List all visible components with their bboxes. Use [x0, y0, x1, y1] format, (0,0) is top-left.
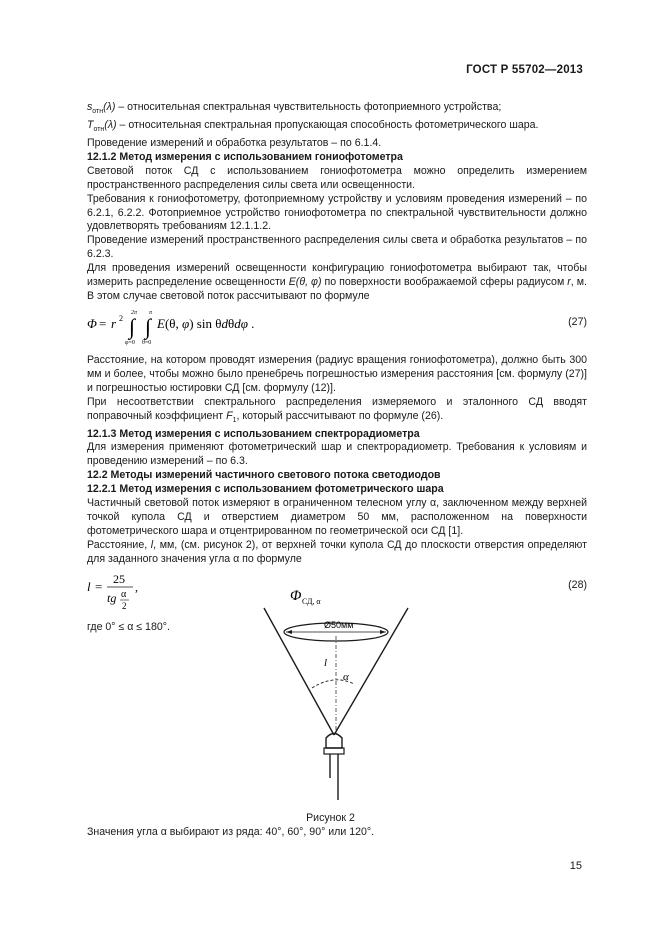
diameter-arrow-right: [380, 630, 386, 634]
heading-12-2: 12.2 Методы измерений частичного светового потока светодиодов: [87, 469, 441, 482]
led-dome: [326, 734, 342, 749]
paragraph-distance-l: [87, 539, 587, 567]
svg-text:2π: 2π: [131, 309, 138, 316]
heading-12-1-2: 12.1.2 Метод измерения с использованием гониофотометра: [87, 150, 403, 163]
paragraph-s-text: – относительная спектральная чувствительность фотоприемного устройства;: [118, 101, 502, 113]
svg-text:=: =: [99, 315, 107, 331]
figure-2-drawing: [250, 588, 420, 810]
svg-text:r: r: [111, 315, 117, 331]
svg-text:∫: ∫: [129, 313, 136, 339]
svg-text:,: ,: [135, 579, 138, 594]
svg-text:θ=0: θ=0: [142, 339, 152, 346]
text-part: , который рассчитывают по формуле (26).: [236, 409, 444, 422]
paragraph-illuminance: [87, 262, 587, 304]
angle-label: α: [343, 671, 349, 683]
paragraph-goniophotometer-intro: Световой поток СД с использованием гониофотометра можно определить измерением пространственного распределения силы света или освещенности.: [87, 164, 587, 191]
svg-text:2: 2: [122, 600, 127, 611]
svg-text:2: 2: [119, 313, 123, 323]
page-number: 15: [569, 860, 582, 872]
text-part: Расстояние,: [87, 538, 148, 551]
paragraph-spectroradiometer: Для измерения применяют фотометрический шар и спектрорадиометр. Требования к условиям и проведению измерений – по 6.3.: [87, 441, 587, 468]
text-part: При несоответствии спектрального распределения измеряемого и эталонного СД вводят поправочный коэффициент: [87, 395, 587, 422]
svg-text:∫: ∫: [145, 313, 152, 339]
svg-text:=: =: [95, 578, 103, 594]
figure-caption: Рисунок 2: [306, 812, 355, 824]
text-part: Для проведения измерений освещенности конфигурацию гониофотометра выбирают так, чтобы измерить распределение освещенности: [87, 262, 587, 289]
text-part: по поверхности воображаемой сферы радиусом: [324, 276, 565, 289]
symbol-s: s: [87, 101, 93, 113]
svg-text:α: α: [121, 588, 127, 600]
diameter-label: Ø50мм: [324, 620, 354, 630]
symbol-t-arg: (λ): [104, 119, 117, 132]
text-part: , мм, (см. рисунок 2), от верхней точки купола СД до плоскости отверстия определяют для заданного значения угла α по формуле: [87, 538, 588, 565]
formula-28-expression: [87, 571, 167, 617]
equation-number-27: (27): [568, 315, 587, 328]
svg-text:E(θ, φ) sin θdθdφ .: E(θ, φ) sin θdθdφ .: [157, 315, 255, 331]
paragraph-partial-flux: Частичный световой поток измеряют в ограниченном телесном углу α, заключенном между верхней точкой купола СД и отверстием диаметром 50 мм, расположенном на поверхности фотометрического шара и отцентрированном по геометрической оси СД [1].: [87, 497, 587, 537]
text-part: , м. В этом случае световой поток рассчитывают по формуле: [87, 276, 587, 302]
heading-12-2-1: 12.2.1 Метод измерения с использованием фотометрического шара: [87, 483, 444, 496]
svg-text:Φ: Φ: [87, 315, 97, 331]
paragraph-alpha-range: где 0° ≤ α ≤ 180°.: [87, 620, 170, 633]
figure-flux-subscript: СД, α: [302, 597, 321, 606]
led-base: [324, 748, 344, 754]
document-body: [87, 101, 587, 635]
heading-12-1-3: 12.1.3 Метод измерения с использованием спектрорадиометра: [87, 427, 420, 440]
paragraph-t-rel: [87, 119, 587, 137]
distance-label: l: [324, 657, 328, 669]
svg-text:l: l: [87, 578, 91, 594]
symbol-t: T: [87, 119, 94, 132]
figure-flux-symbol: Φ: [290, 588, 302, 604]
paragraph-distance: Расстояние, на котором проводят измерения (радиус вращения гониофотометра), должно быть 300 мм и более, чтобы можно было пренебречь погрешностью измерения расстояния [см. формулу (27)] и погрешностью юстировки СД [см. формулу (12)].: [87, 353, 587, 394]
symbol-f: F: [226, 409, 233, 422]
figure-2: [250, 588, 420, 810]
equation-number-28: (28): [568, 578, 587, 591]
formula-27: [87, 308, 587, 348]
symbol-t-sub: отн: [93, 126, 105, 134]
symbol-e: E(θ, φ): [288, 276, 322, 289]
paragraph-distribution: Проведение измерений пространственного распределения силы света и обработка результатов – по 6.2.3.: [87, 234, 587, 261]
svg-text:25: 25: [113, 571, 125, 586]
symbol-s-arg: (λ): [103, 101, 116, 113]
paragraph-alpha-values: Значения угла α выбирают из ряда: 40°, 60°, 90° или 120°.: [87, 826, 375, 838]
symbol-f-sub: 1: [232, 416, 237, 424]
svg-text:φ=0: φ=0: [125, 339, 135, 346]
formula-27-expression: [87, 308, 307, 348]
svg-text:tg: tg: [107, 590, 117, 605]
paragraph-s-rel: [87, 101, 587, 119]
diameter-arrow-left: [286, 630, 292, 634]
svg-text:π: π: [149, 309, 153, 316]
symbol-l: l: [150, 538, 154, 551]
paragraph-t-text: – относительная спектральная пропускающая способность фотометрического шара.: [119, 119, 539, 132]
paragraph-correction: [87, 396, 587, 428]
symbol-s-sub: отн: [92, 108, 104, 116]
document-header: ГОСТ Р 55702—2013: [466, 64, 583, 76]
paragraph-procedure: Проведение измерений и обработка результатов – по 6.1.4.: [87, 137, 382, 150]
symbol-r: r: [567, 276, 571, 289]
paragraph-requirements: Требования к гониофотометру, фотоприемному устройству и условиям проведения измерений – по 6.2.1, 6.2.2. Фотоприемное устройство гониофотометра по спектральной чувствительности должно удовлетворять требованиям 12.1.1.2.: [87, 192, 587, 233]
